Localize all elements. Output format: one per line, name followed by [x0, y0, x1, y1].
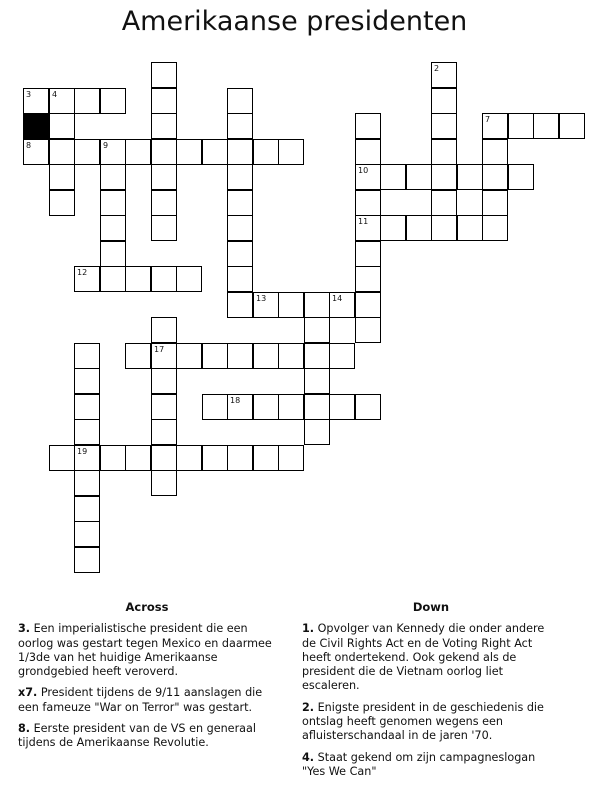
grid-cell[interactable]: [74, 394, 100, 420]
grid-cell[interactable]: [151, 266, 177, 292]
grid-cell[interactable]: [100, 445, 126, 471]
grid-cell[interactable]: [278, 394, 304, 420]
clue-down-2: [302, 701, 560, 744]
grid-cell[interactable]: [74, 496, 100, 522]
grid-cell[interactable]: [304, 343, 330, 369]
cell-number: 4: [52, 90, 58, 99]
clue-across-3: [18, 622, 276, 679]
grid-cell[interactable]: [431, 88, 457, 114]
grid-cell[interactable]: [151, 62, 177, 88]
grid-cell[interactable]: [74, 368, 100, 394]
grid-cell[interactable]: [304, 419, 330, 445]
grid-cell[interactable]: [559, 113, 585, 139]
grid-cell[interactable]: [355, 164, 381, 190]
grid-cell[interactable]: [74, 445, 100, 471]
grid-cell[interactable]: [329, 292, 355, 318]
grid-cell[interactable]: [431, 139, 457, 165]
clue-text: Een imperialistische president die een oorlog was gestart tegen Mexico en daarmee 1/3de van het huidige Amerikaanse grondgebied heeft veroverd.: [18, 622, 272, 679]
cell-number: 12: [77, 268, 88, 277]
grid-cell[interactable]: [431, 190, 457, 216]
grid-cell[interactable]: [74, 547, 100, 573]
grid-cell[interactable]: [151, 470, 177, 496]
clue-text: Eerste president van de VS en generaal tijdens de Amerikaanse Revolutie.: [18, 722, 256, 750]
grid-cell[interactable]: [23, 88, 49, 114]
cell-number: 3: [26, 90, 32, 99]
grid-cell[interactable]: [355, 241, 381, 267]
grid-cell[interactable]: [125, 343, 151, 369]
grid-cell[interactable]: [176, 266, 202, 292]
grid-cell[interactable]: [151, 139, 177, 165]
cell-number: 14: [332, 294, 343, 303]
grid-cell[interactable]: [100, 88, 126, 114]
grid-cell[interactable]: [49, 190, 75, 216]
grid-cell[interactable]: [74, 88, 100, 114]
grid-cell[interactable]: [176, 343, 202, 369]
puzzle-title: Amerikaanse presidenten: [121, 6, 468, 37]
grid-cell[interactable]: [329, 394, 355, 420]
cell-number: 13: [256, 294, 267, 303]
grid-cell[interactable]: [457, 215, 483, 241]
cell-number: 11: [358, 217, 369, 226]
grid-cell[interactable]: [151, 88, 177, 114]
grid-cell[interactable]: [508, 164, 534, 190]
grid-cell[interactable]: [227, 215, 253, 241]
grid-cell[interactable]: [49, 139, 75, 165]
clue-text: Opvolger van Kennedy die onder andere de Civil Rights Act en de Voting Right Act heeft ondertekend. Ook gekend als de president die de Vietnam oorlog liet escaleren.: [302, 622, 545, 693]
cell-number: 7: [485, 115, 491, 124]
grid-cell[interactable]: [74, 419, 100, 445]
grid-cell[interactable]: [151, 368, 177, 394]
grid-cell[interactable]: [355, 292, 381, 318]
grid-cell[interactable]: [482, 139, 508, 165]
grid-cell[interactable]: [227, 139, 253, 165]
grid-cell[interactable]: [253, 292, 279, 318]
down-heading: Down: [412, 600, 450, 614]
grid-cell[interactable]: [202, 445, 228, 471]
across-heading: Across: [125, 600, 169, 614]
grid-cell[interactable]: [304, 317, 330, 343]
down-clues: [302, 600, 560, 786]
grid-cell[interactable]: [508, 113, 534, 139]
black-cell: [23, 113, 49, 139]
grid-cell[interactable]: [151, 419, 177, 445]
grid-cell[interactable]: [125, 445, 151, 471]
grid-cell[interactable]: [74, 521, 100, 547]
clue-text: Enigste president in de geschiedenis die ontslag heeft genomen wegens een afluisterschandaal in de jaren '70.: [302, 700, 544, 743]
grid-cell[interactable]: [227, 343, 253, 369]
grid-cell[interactable]: [227, 88, 253, 114]
grid-cell[interactable]: [355, 317, 381, 343]
grid-cell[interactable]: [176, 139, 202, 165]
clue-down-1: [302, 622, 560, 693]
clue-across-8: [18, 722, 276, 751]
grid-cell[interactable]: [533, 113, 559, 139]
cell-number: 2: [434, 64, 440, 73]
grid-cell[interactable]: [482, 215, 508, 241]
grid-cell[interactable]: [74, 343, 100, 369]
grid-cell[interactable]: [253, 445, 279, 471]
grid-cell[interactable]: [304, 394, 330, 420]
grid-cell[interactable]: [253, 394, 279, 420]
grid-cell[interactable]: [100, 215, 126, 241]
grid-cell[interactable]: [227, 164, 253, 190]
grid-cell[interactable]: [125, 266, 151, 292]
grid-cell[interactable]: [100, 139, 126, 165]
grid-cell[interactable]: [100, 164, 126, 190]
grid-cell[interactable]: [151, 343, 177, 369]
grid-cell[interactable]: [151, 317, 177, 343]
grid-cell[interactable]: [202, 139, 228, 165]
grid-cell[interactable]: [355, 190, 381, 216]
grid-cell[interactable]: [406, 215, 432, 241]
cell-number: 9: [103, 141, 109, 150]
grid-cell[interactable]: [100, 190, 126, 216]
clue-text: Staat gekend om zijn campagneslogan "Yes We Can": [302, 750, 536, 778]
clue-number: 8.: [18, 722, 31, 736]
grid-cell[interactable]: [49, 113, 75, 139]
cell-number: 10: [358, 166, 369, 175]
clue-text: President tijdens de 9/11 aanslagen die een fameuze "War on Terror" was gestart.: [18, 686, 263, 714]
grid-cell[interactable]: [278, 139, 304, 165]
grid-cell[interactable]: [482, 113, 508, 139]
grid-cell[interactable]: [227, 113, 253, 139]
grid-cell[interactable]: [278, 343, 304, 369]
grid-cell[interactable]: [406, 164, 432, 190]
grid-cell[interactable]: [329, 343, 355, 369]
grid-cell[interactable]: [355, 394, 381, 420]
grid-cell[interactable]: [202, 394, 228, 420]
grid-cell[interactable]: [151, 113, 177, 139]
clue-number: 2.: [302, 700, 315, 714]
grid-cell[interactable]: [151, 445, 177, 471]
grid-cell[interactable]: [227, 190, 253, 216]
grid-cell[interactable]: [49, 445, 75, 471]
grid-cell[interactable]: [355, 215, 381, 241]
grid-cell[interactable]: [151, 215, 177, 241]
grid-cell[interactable]: [202, 343, 228, 369]
grid-cell[interactable]: [227, 292, 253, 318]
clue-number: 4.: [302, 750, 315, 764]
clue-number: 3.: [18, 622, 31, 636]
grid-cell[interactable]: [100, 266, 126, 292]
grid-cell[interactable]: [380, 215, 406, 241]
grid-cell[interactable]: [151, 190, 177, 216]
grid-cell[interactable]: [227, 241, 253, 267]
grid-cell[interactable]: [125, 139, 151, 165]
grid-cell[interactable]: [227, 266, 253, 292]
cell-number: 18: [230, 396, 241, 405]
across-clues: [18, 600, 276, 758]
grid-cell[interactable]: [482, 190, 508, 216]
grid-cell[interactable]: [355, 266, 381, 292]
grid-cell[interactable]: [431, 113, 457, 139]
cell-number: 8: [26, 141, 32, 150]
cell-number: 17: [154, 345, 165, 354]
grid-cell[interactable]: [74, 470, 100, 496]
clue-number: 1.: [302, 622, 315, 636]
grid-cell[interactable]: [278, 292, 304, 318]
grid-cell[interactable]: [253, 139, 279, 165]
grid-cell[interactable]: [176, 445, 202, 471]
grid-cell[interactable]: [431, 62, 457, 88]
grid-cell[interactable]: [355, 139, 381, 165]
clue-number: x7.: [18, 686, 38, 700]
grid-cell[interactable]: [23, 139, 49, 165]
grid-cell[interactable]: [304, 292, 330, 318]
grid-cell[interactable]: [482, 164, 508, 190]
grid-cell[interactable]: [457, 164, 483, 190]
grid-cell[interactable]: [253, 343, 279, 369]
grid-cell[interactable]: [100, 241, 126, 267]
grid-cell[interactable]: [431, 215, 457, 241]
grid-cell[interactable]: [304, 368, 330, 394]
grid-cell[interactable]: [49, 164, 75, 190]
clue-across-7: [18, 686, 276, 715]
grid-cell[interactable]: [380, 164, 406, 190]
clue-down-4: [302, 751, 560, 780]
grid-cell[interactable]: [74, 266, 100, 292]
grid-cell[interactable]: [431, 164, 457, 190]
grid-cell[interactable]: [278, 445, 304, 471]
grid-cell[interactable]: [355, 113, 381, 139]
cell-number: 19: [77, 447, 88, 456]
grid-cell[interactable]: [227, 394, 253, 420]
grid-cell[interactable]: [151, 394, 177, 420]
grid-cell[interactable]: [227, 445, 253, 471]
grid-cell[interactable]: [151, 164, 177, 190]
grid-cell[interactable]: [49, 88, 75, 114]
grid-cell[interactable]: [74, 139, 100, 165]
